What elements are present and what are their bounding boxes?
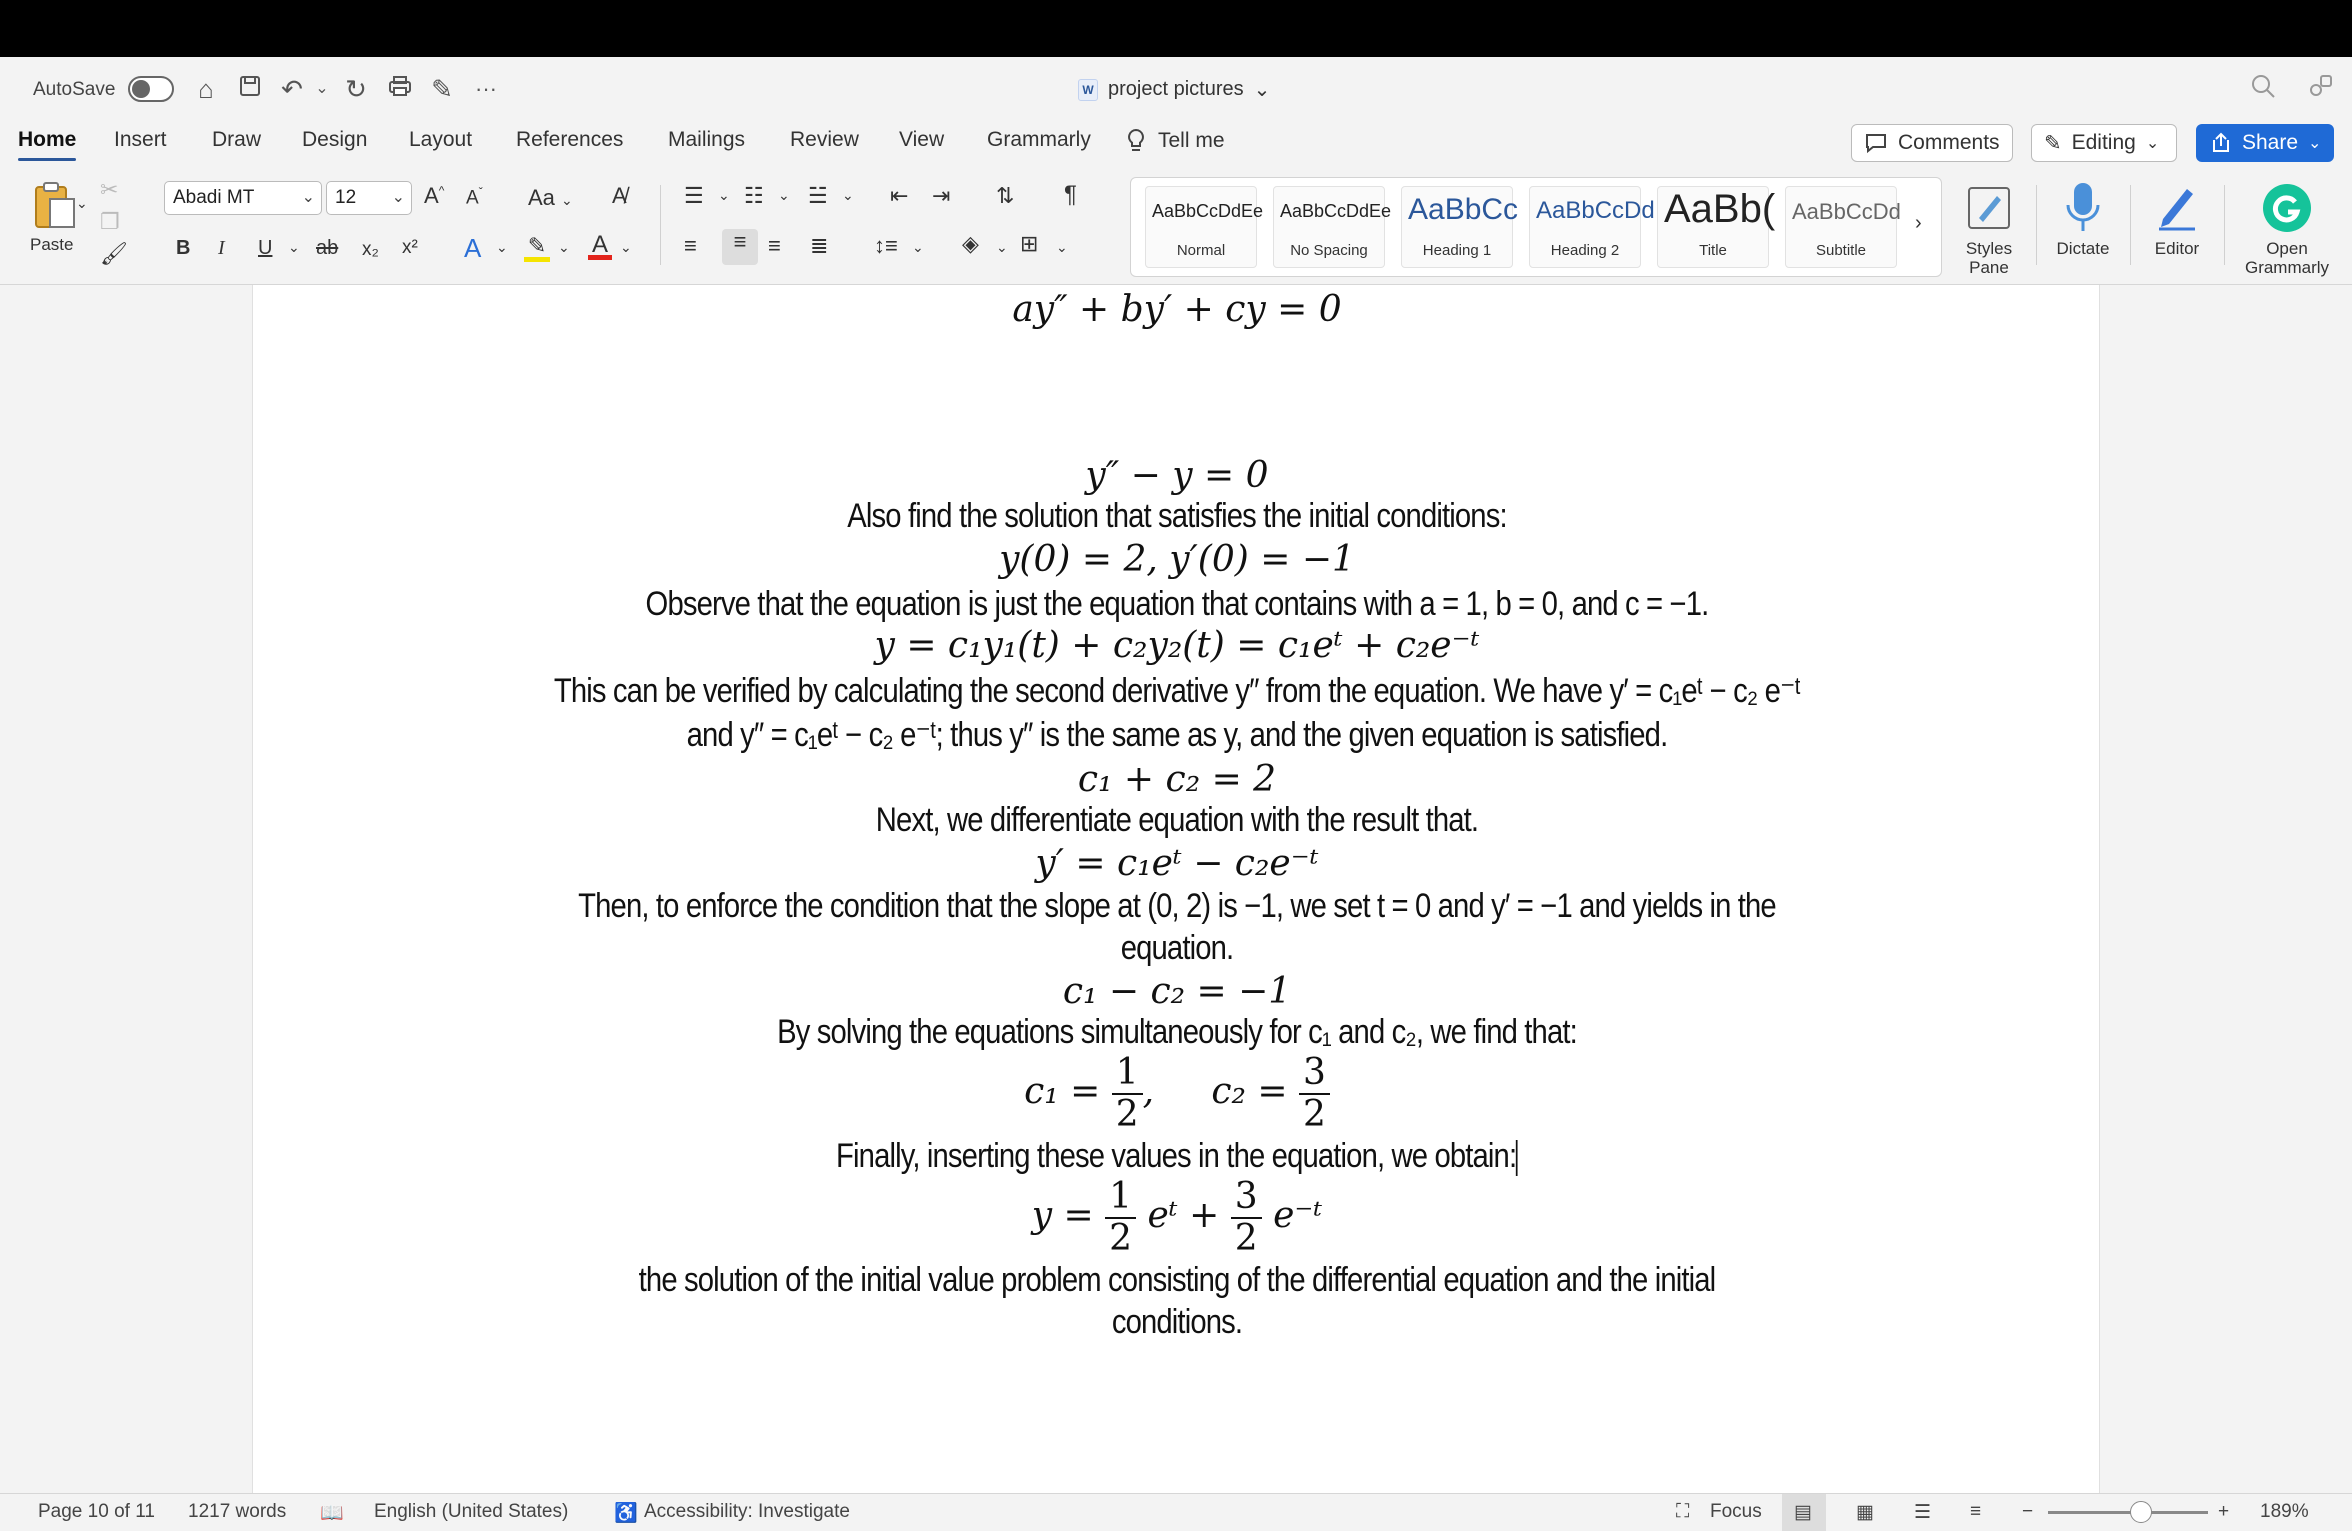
decrease-font-size-icon[interactable]: $A^ˇ$: [466, 185, 483, 209]
tell-me-search[interactable]: [1126, 128, 1225, 154]
zoom-out-icon[interactable]: −: [2022, 1501, 2034, 1522]
zoom-level[interactable]: 189%: [2260, 1501, 2309, 1522]
underline-button[interactable]: U: [258, 237, 273, 259]
word-doc-icon: W: [1078, 79, 1098, 101]
print-layout-icon[interactable]: ▤: [1782, 1494, 1826, 1531]
fraction: $\frac{1}{2}$: [1105, 1177, 1136, 1259]
dictate-label: Dictate: [2056, 239, 2110, 258]
styles-pane-button[interactable]: [1944, 177, 2034, 277]
italic-button[interactable]: I: [218, 237, 225, 259]
font-color-icon: A: [591, 231, 608, 258]
paragraph-text: By solving the equations simultaneously for c₁ and c₂, we find that:: [777, 1013, 1577, 1051]
change-case-label: Aa: [528, 185, 555, 210]
tab-grammarly[interactable]: Grammarly: [987, 128, 1091, 151]
grammarly-icon: [2242, 177, 2332, 239]
change-case-button[interactable]: Aa ⌄: [528, 185, 573, 210]
style-name: Normal: [1176, 242, 1226, 259]
style-name: Heading 1: [1422, 242, 1492, 259]
search-icon[interactable]: [2250, 73, 2276, 106]
zoom-slider-handle[interactable]: [2130, 1501, 2152, 1523]
open-grammarly-button[interactable]: [2242, 177, 2332, 277]
page-count[interactable]: Page 10 of 11: [38, 1501, 155, 1522]
accessibility-status[interactable]: Accessibility: Investigate: [644, 1501, 850, 1522]
chevron-down-icon: ⌄: [301, 189, 315, 206]
style-subtitle[interactable]: [1785, 186, 1901, 268]
equation-general: ay″ + by′ + cy = 0: [1012, 289, 1342, 330]
undo-dropdown-icon[interactable]: ⌄: [315, 80, 329, 97]
zoom-slider[interactable]: [2048, 1511, 2208, 1514]
c1-label: c₁ =: [1024, 1071, 1101, 1112]
chevron-down-icon[interactable]: ⌄: [718, 187, 730, 203]
bold-button[interactable]: B: [176, 237, 191, 259]
tab-mailings[interactable]: Mailings: [668, 128, 746, 151]
editing-mode-button[interactable]: [2031, 124, 2177, 162]
web-layout-icon[interactable]: ▦: [1856, 1502, 1874, 1523]
proofing-icon[interactable]: 📖: [320, 1503, 344, 1524]
text-effects-icon[interactable]: A: [464, 233, 482, 263]
font-size-value: 12: [335, 187, 357, 208]
font-color-button[interactable]: [588, 231, 612, 260]
chevron-down-icon[interactable]: ⌄: [288, 239, 300, 255]
style-preview: AaBbCcDd: [1536, 197, 1655, 224]
c2-label: c₂ =: [1211, 1071, 1288, 1112]
chevron-down-icon: ⌄: [2308, 135, 2322, 152]
document-title-text: project pictures: [1108, 78, 1244, 100]
equation-final-solution: y = $\frac{1}{2}$ eᵗ + $\frac{3}{2}$ e⁻ᵗ: [1031, 1176, 1323, 1259]
microphone-icon: [2038, 177, 2128, 239]
fraction: $\frac{1}{2}$: [1112, 1053, 1143, 1135]
focus-icon: ⛶: [1676, 1501, 1690, 1522]
paragraph-text: Finally, inserting these values in the equation, we obtain:: [836, 1137, 1517, 1175]
draft-view-icon[interactable]: ≡: [1970, 1501, 1982, 1522]
save-icon[interactable]: [234, 73, 266, 105]
paragraph-text: conditions.: [1111, 1303, 1243, 1341]
language[interactable]: English (United States): [374, 1501, 569, 1522]
paragraph-text: Observe that the equation is just the equation that contains with a = 1, b = 0, and c = −1.: [645, 585, 1709, 623]
focus-button[interactable]: Focus: [1710, 1501, 1762, 1522]
chevron-down-icon[interactable]: ⌄: [496, 239, 508, 255]
style-name: Title: [1699, 242, 1727, 259]
tab-insert[interactable]: Insert: [114, 128, 167, 151]
redo-icon[interactable]: ↻: [345, 74, 367, 104]
styles-pane-icon: [1944, 177, 2034, 239]
editor-button[interactable]: [2132, 177, 2222, 258]
style-heading-2[interactable]: [1529, 186, 1655, 268]
paragraph-text: and y″ = c₁eᵗ − c₂ e⁻ᵗ; thus y″ is the same as y, and the given equation is satisfied.: [686, 716, 1668, 754]
style-preview: AaBbCcDdEe: [1152, 201, 1264, 221]
editing-label: Editing: [2071, 131, 2136, 154]
style-preview: AaBb(: [1664, 187, 1776, 231]
editor-pen-icon: [2132, 177, 2222, 239]
paragraph-text: This can be verified by calculating the second derivative y″ from the equation. We have y′ = c₁eᵗ − c₂ e⁻ᵗ: [553, 672, 1801, 710]
paragraph-text: Also find the solution that satisfies the initial conditions:: [847, 497, 1507, 535]
autosave-label: AutoSave: [33, 79, 116, 100]
document-page[interactable]: [252, 285, 2100, 1493]
superscript-button[interactable]: x²: [402, 237, 418, 258]
equation-general-solution: y = c₁y₁(t) + c₂y₂(t) = c₁eᵗ + c₂e⁻ᵗ: [874, 625, 1480, 666]
increase-font-size-icon[interactable]: A^: [424, 183, 445, 208]
increase-indent-icon[interactable]: ⇥: [932, 183, 951, 208]
subscript-button[interactable]: x₂: [362, 239, 379, 260]
highlight-color-button[interactable]: [524, 233, 550, 262]
align-left-icon[interactable]: ≡: [684, 233, 697, 258]
show-formatting-marks-icon[interactable]: ¶: [1064, 181, 1077, 208]
comments-label: Comments: [1898, 131, 2000, 154]
format-painter-icon[interactable]: 🖌: [100, 241, 128, 266]
style-title[interactable]: [1657, 186, 1776, 268]
decrease-indent-icon[interactable]: ⇤: [890, 183, 909, 208]
home-ribbon: [0, 167, 2352, 285]
bullets-icon[interactable]: ☰: [684, 183, 704, 208]
chevron-down-icon[interactable]: ⌄: [778, 187, 790, 203]
font-name-select[interactable]: [164, 181, 322, 215]
share-button[interactable]: [2196, 124, 2334, 162]
shading-icon[interactable]: ◈: [962, 231, 979, 256]
strikethrough-button[interactable]: ab: [316, 237, 339, 259]
chevron-down-icon[interactable]: ⌄: [76, 195, 88, 211]
paragraph-text: equation.: [1120, 929, 1234, 967]
outline-view-icon[interactable]: ☰: [1914, 1502, 1932, 1523]
paste-label: Paste: [30, 235, 74, 254]
sort-icon[interactable]: ⇅: [996, 183, 1015, 208]
text-cursor: [1516, 1140, 1518, 1176]
tab-design[interactable]: Design: [302, 128, 368, 151]
pencil-icon: ✎: [2044, 131, 2062, 155]
fraction: $\frac{3}{2}$: [1231, 1177, 1262, 1259]
tab-references[interactable]: References: [516, 128, 624, 151]
home-icon[interactable]: ⌂: [198, 74, 214, 104]
dictate-button[interactable]: [2038, 177, 2128, 258]
paragraph-text: Then, to enforce the condition that the slope at (0, 2) is −1, we set t = 0 and y′ = −1 and yields in the: [578, 887, 1776, 925]
cut-icon[interactable]: ✂: [100, 177, 119, 202]
document-title[interactable]: [1078, 77, 1270, 102]
tell-me-label: Tell me: [1158, 129, 1225, 152]
comment-icon: [1864, 132, 1888, 154]
share-label: Share: [2242, 131, 2299, 154]
justify-icon[interactable]: ≣: [810, 233, 829, 258]
share-icon: [2210, 132, 2232, 154]
style-name: No Spacing: [1290, 242, 1368, 259]
align-right-icon[interactable]: ≡: [768, 233, 781, 258]
autosave-toggle[interactable]: [128, 76, 174, 102]
accessibility-icon: ♿: [614, 1503, 638, 1524]
open-grammarly-label: Open Grammarly: [2244, 239, 2330, 277]
account-icon[interactable]: [2306, 73, 2334, 108]
document-canvas: [0, 285, 2352, 1493]
chevron-down-icon[interactable]: ⌄: [1056, 239, 1068, 255]
tab-draw[interactable]: Draw: [212, 128, 262, 151]
chevron-down-icon[interactable]: ⌄: [996, 239, 1008, 255]
lightbulb-icon: [1126, 128, 1146, 154]
equation-derivative: y′ = c₁eᵗ − c₂e⁻ᵗ: [1035, 843, 1319, 884]
style-name: Heading 2: [1550, 242, 1620, 259]
comments-button[interactable]: [1851, 124, 2013, 162]
clipboard-icon: [30, 179, 80, 231]
copy-icon[interactable]: ❐: [100, 209, 120, 234]
chevron-down-icon[interactable]: ⌄: [558, 239, 570, 255]
tab-home[interactable]: Home: [18, 128, 77, 151]
tab-view[interactable]: View: [899, 128, 945, 151]
borders-icon[interactable]: ⊞: [1020, 231, 1039, 256]
numbering-icon[interactable]: ☷: [744, 183, 764, 208]
chevron-down-icon: ⌄: [2145, 135, 2160, 152]
undo-icon[interactable]: ↶: [281, 74, 303, 104]
chevron-down-icon[interactable]: ⌄: [912, 239, 924, 255]
font-size-select[interactable]: [326, 181, 412, 215]
word-count[interactable]: 1217 words: [188, 1501, 287, 1522]
title-bar: [0, 57, 2352, 122]
align-center-icon[interactable]: ≡: [722, 229, 758, 265]
equation-sum: c₁ + c₂ = 2: [1077, 759, 1277, 800]
style-preview: AaBbCcDdEe: [1280, 201, 1392, 221]
style-preview: AaBbCcDd: [1792, 199, 1901, 224]
fraction: $\frac{3}{2}$: [1299, 1053, 1330, 1135]
customize-save-icon[interactable]: ✎: [431, 74, 453, 104]
style-heading-1[interactable]: [1401, 186, 1519, 268]
chevron-down-icon[interactable]: ⌄: [842, 187, 854, 203]
equation-initial-conditions: y(0) = 2, y′(0) = −1: [999, 539, 1355, 580]
line-spacing-icon[interactable]: ↕≡: [874, 233, 898, 258]
zoom-in-icon[interactable]: +: [2218, 1501, 2230, 1522]
chevron-down-icon: ⌄: [391, 189, 405, 206]
equation-difference: c₁ − c₂ = −1: [1062, 971, 1292, 1012]
paragraph-text: Next, we differentiate equation with the result that.: [875, 801, 1479, 839]
print-icon[interactable]: [384, 73, 416, 105]
highlighter-icon: ✎: [527, 233, 547, 258]
tab-review[interactable]: Review: [790, 128, 859, 151]
paragraph-text: the solution of the initial value problem consisting of the differential equation and the initial: [638, 1261, 1716, 1299]
ribbon-tabs: [0, 122, 2352, 167]
editor-label: Editor: [2154, 239, 2200, 258]
chevron-down-icon[interactable]: ⌄: [620, 239, 632, 255]
style-name: Subtitle: [1815, 242, 1867, 259]
equation-example: y″ − y = 0: [1085, 455, 1269, 496]
styles-gallery: [1130, 177, 1942, 277]
style-normal[interactable]: [1145, 186, 1264, 268]
styles-more-icon[interactable]: ›: [1915, 212, 1922, 234]
tab-layout[interactable]: Layout: [409, 128, 473, 151]
status-bar: [0, 1493, 2352, 1530]
multilevel-list-icon[interactable]: ☱: [808, 183, 828, 208]
chevron-down-icon: ⌄: [1253, 79, 1271, 101]
style-no-spacing[interactable]: [1273, 186, 1392, 268]
style-preview: AaBbCc: [1408, 193, 1519, 226]
equation-constants: c₁ = $\frac{1}{2}$ , c₂ = $\frac{3}{2}$: [253, 1053, 2101, 1137]
font-name-value: Abadi MT: [173, 187, 255, 208]
styles-pane-label: Styles Pane: [1965, 239, 2013, 277]
more-commands-icon[interactable]: ···: [475, 76, 497, 101]
clear-formatting-icon[interactable]: A̸: [612, 183, 627, 208]
macos-menu-bar: [0, 0, 2352, 57]
